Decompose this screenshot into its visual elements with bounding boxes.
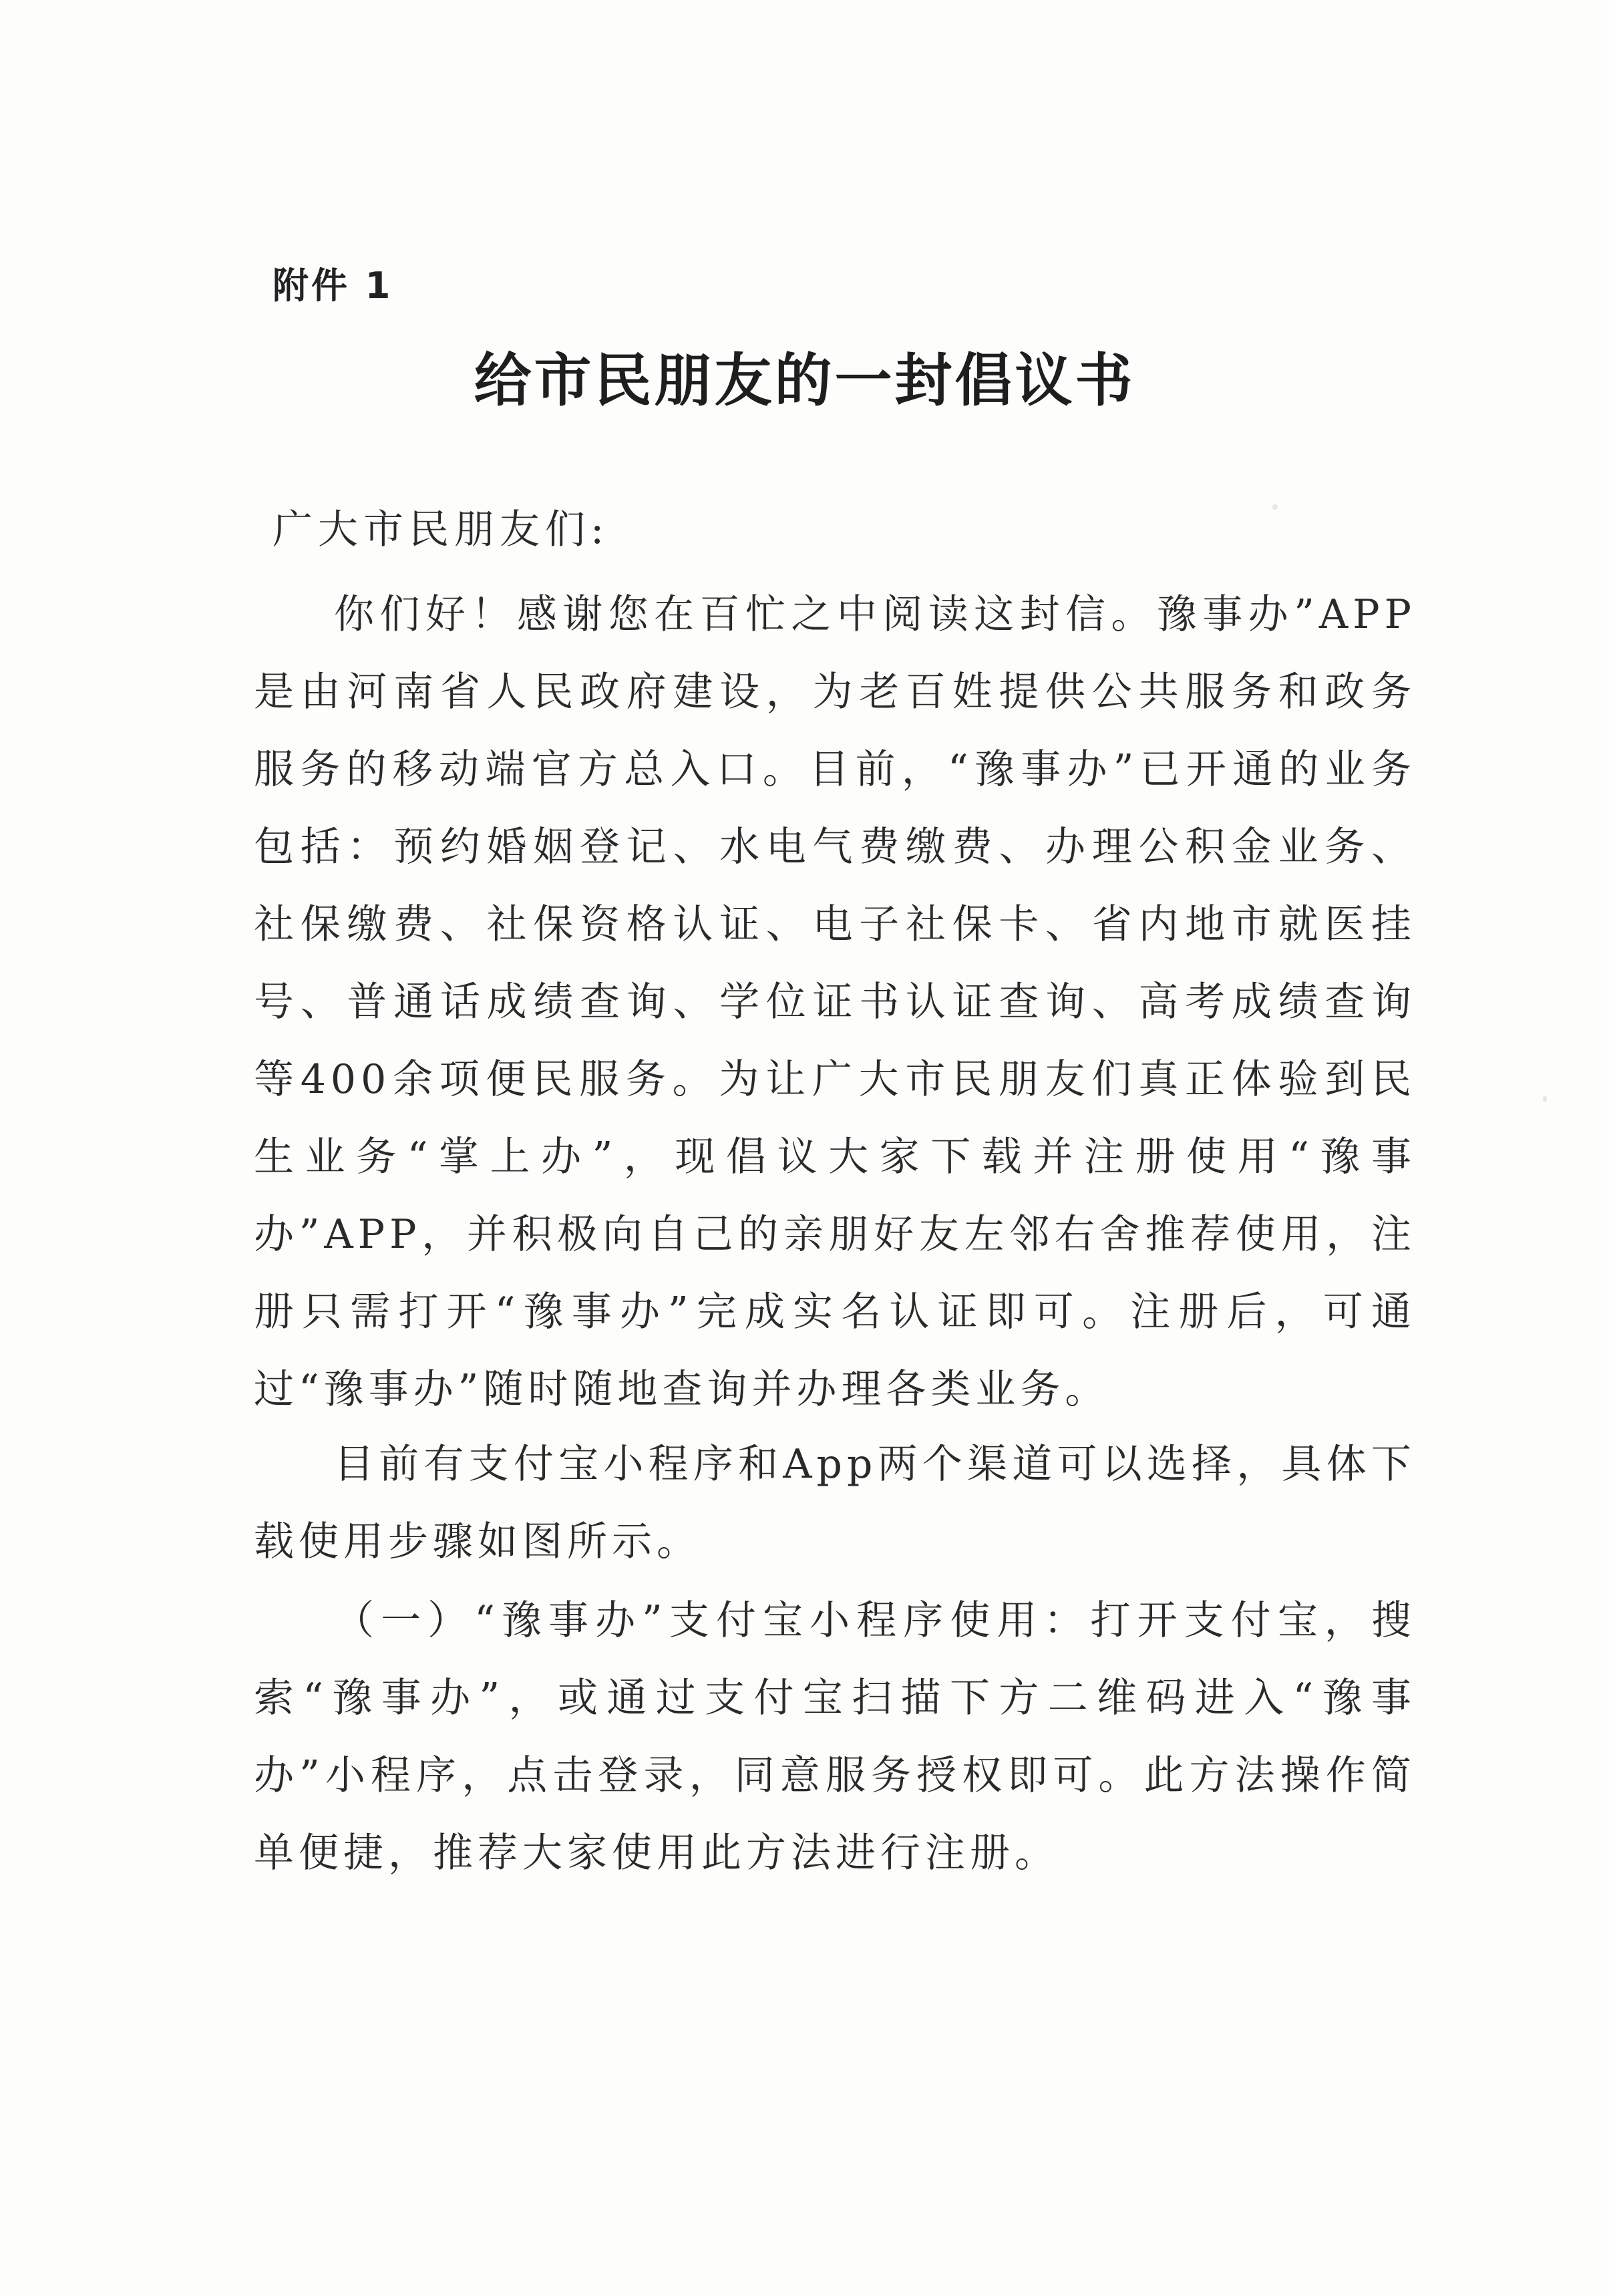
- paragraph-channels: 目前有支付宝小程序和App两个渠道可以选择，具体下载使用步骤如图所示。: [254, 1441, 1416, 1565]
- page-title: 给市民朋友的一封倡议书: [474, 347, 1135, 414]
- attachment-label: 附件 1: [273, 265, 393, 307]
- paragraph-intro: 你们好！感谢您在百忙之中阅读这封信。豫事办”APP是由河南省人民政府建设，为老百姓提供公共服务和政务服务的移动端官方总入口。目前，“豫事办”已开通的业务包括：预约婚姻登记、水电气费缴费、办理公积金业务、社保缴费、社保资格认证、电子社保卡、省内地市就医挂号、普通话成绩查询、学位证书认证查询、高考成绩查询等400余项便民服务。为让广大市民朋友们真正体验到民生业务“掌上办”，现倡议大家下载并注册使用“豫事办”APP，并积极向自己的亲朋好友左邻右舍推荐使用，注册只需打开“豫事办”完成实名认证即可。注册后，可通过“豫事办”随时随地查询并办理各类业务。: [254, 591, 1416, 1413]
- salutation: 广大市民朋友们:: [273, 506, 610, 553]
- paragraph-alipay-method: （一）“豫事办”支付宝小程序使用：打开支付宝，搜索“豫事办”，或通过支付宝扫描下方二维码进入“豫事办”小程序，点击登录，同意服务授权即可。此方法操作简单便捷，推荐大家使用此方法进行注册。: [254, 1597, 1416, 1876]
- scan-speck: [1272, 504, 1278, 510]
- scan-speck: [1543, 1096, 1547, 1102]
